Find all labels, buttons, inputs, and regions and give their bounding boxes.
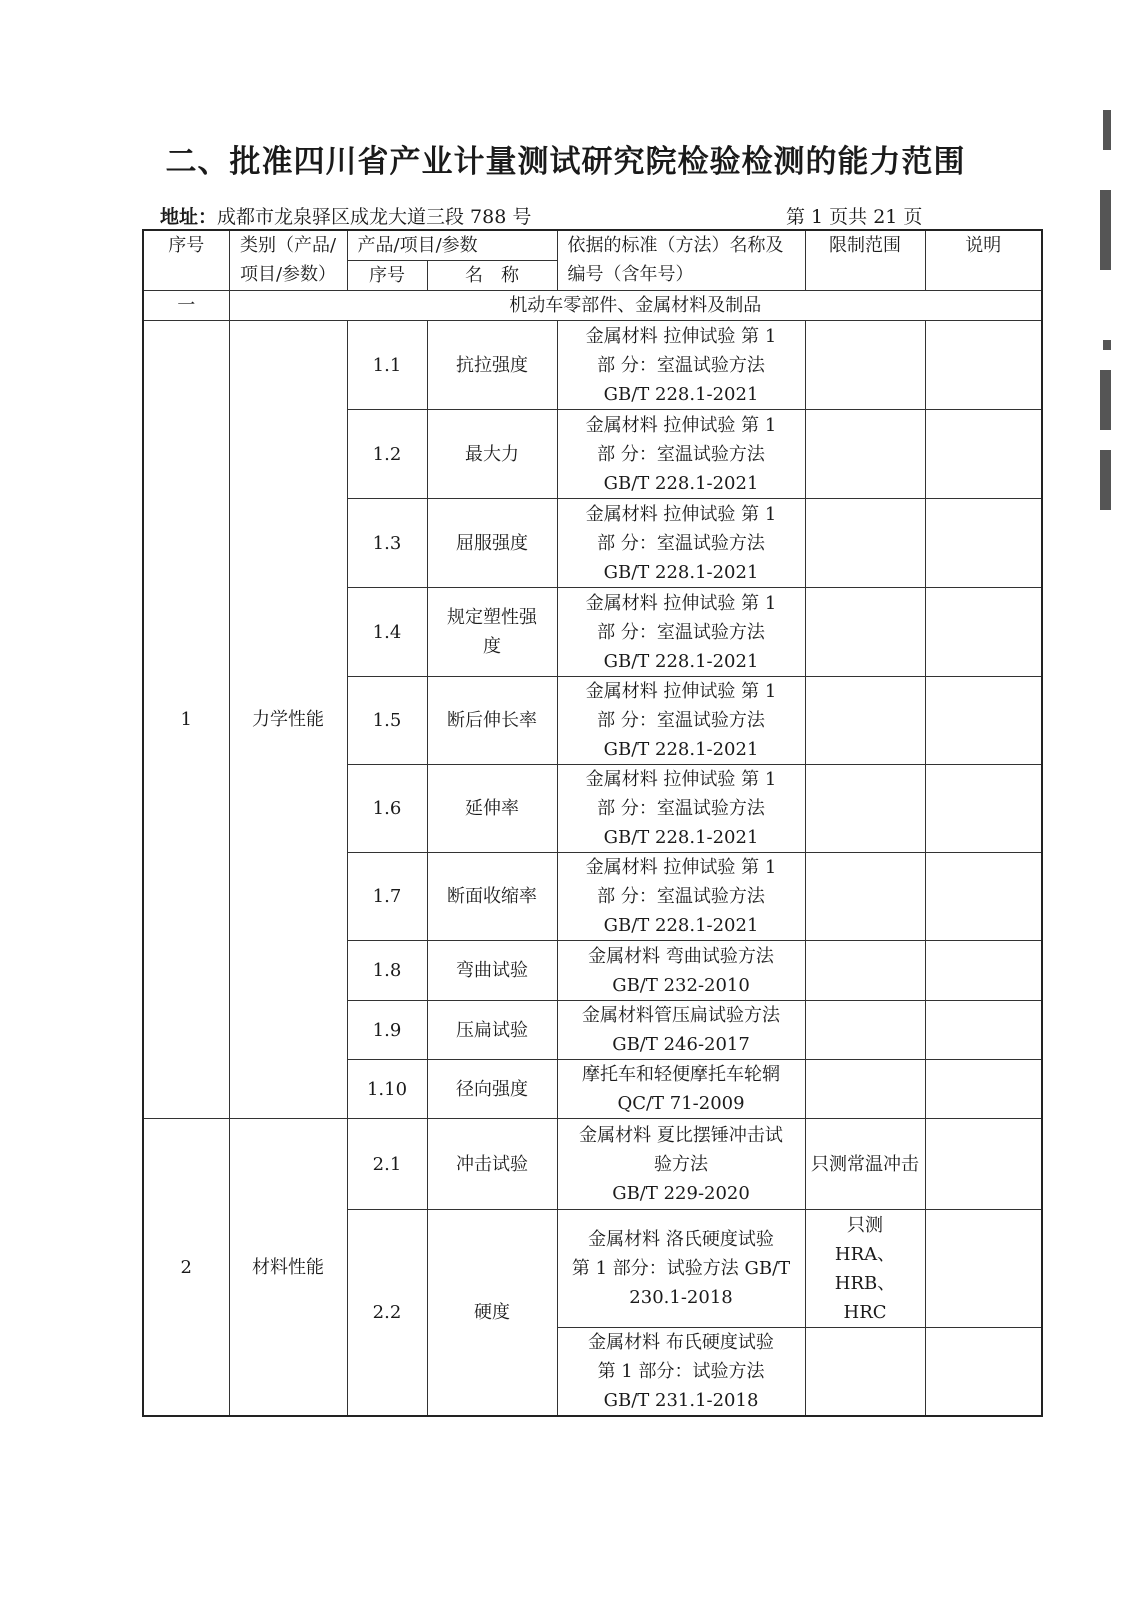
- item-standard: 金属材料 夏比摆锤冲击试 验方法 GB/T 229-2020: [557, 1119, 805, 1210]
- item-standard: 金属材料管压扁试验方法 GB/T 246-2017: [557, 1001, 805, 1060]
- item-name: 冲击试验: [427, 1119, 557, 1210]
- header-seq: 序号: [143, 230, 229, 291]
- group-category: 力学性能: [229, 321, 347, 1119]
- group-category: 材料性能: [229, 1119, 347, 1417]
- item-note: [925, 1001, 1042, 1060]
- item-seq: 1.2: [347, 410, 427, 499]
- group-seq: 1: [143, 321, 229, 1119]
- item-note: [925, 1119, 1042, 1210]
- item-note: [925, 677, 1042, 765]
- item-seq: 2.2: [347, 1210, 427, 1417]
- item-seq: 1.9: [347, 1001, 427, 1060]
- item-standard: 金属材料 布氏硬度试验 第 1 部分：试验方法 GB/T 231.1-2018: [557, 1328, 805, 1417]
- item-seq: 1.3: [347, 499, 427, 588]
- item-name: 屈服强度: [427, 499, 557, 588]
- item-limit: [805, 321, 925, 410]
- header-product-group: 产品/项目/参数: [347, 230, 557, 261]
- page-info: 第 1 页共 21 页: [786, 206, 923, 228]
- item-limit: [805, 1060, 925, 1119]
- item-limit: [805, 410, 925, 499]
- item-standard: 金属材料 拉伸试验 第 1 部 分：室温试验方法 GB/T 228.1-2021: [557, 321, 805, 410]
- item-standard: 金属材料 拉伸试验 第 1 部 分：室温试验方法 GB/T 228.1-2021: [557, 588, 805, 677]
- item-standard: 金属材料 拉伸试验 第 1 部 分：室温试验方法 GB/T 228.1-2021: [557, 677, 805, 765]
- item-note: [925, 499, 1042, 588]
- item-note: [925, 765, 1042, 853]
- item-name: 断面收缩率: [427, 853, 557, 941]
- capability-table: [142, 229, 1043, 1417]
- item-name: 径向强度: [427, 1060, 557, 1119]
- item-limit: [805, 1328, 925, 1417]
- item-seq: 1.7: [347, 853, 427, 941]
- address-label: 地址：: [160, 206, 218, 228]
- item-seq: 2.1: [347, 1119, 427, 1210]
- address: [160, 202, 531, 229]
- item-limit: [805, 588, 925, 677]
- section-seq: 一: [143, 291, 229, 321]
- item-name: 抗拉强度: [427, 321, 557, 410]
- item-note: [925, 321, 1042, 410]
- item-limit: 只测 HRA、HRB、HRC: [805, 1210, 925, 1328]
- header-standard: 依据的标准（方法）名称及编号（含年号）: [557, 230, 805, 291]
- header-note: 说明: [925, 230, 1042, 291]
- item-name: 弯曲试验: [427, 941, 557, 1001]
- item-limit: [805, 1001, 925, 1060]
- item-note: [925, 1210, 1042, 1328]
- page-title: 二、批准四川省产业计量测试研究院检验检测的能力范围: [165, 144, 966, 180]
- address-value: 成都市龙泉驿区成龙大道三段 788 号: [217, 206, 532, 228]
- item-standard: 金属材料 拉伸试验 第 1 部 分：室温试验方法 GB/T 228.1-2021: [557, 765, 805, 853]
- item-standard: 金属材料 拉伸试验 第 1 部 分：室温试验方法 GB/T 228.1-2021: [557, 853, 805, 941]
- scan-edge-mark: [1100, 370, 1111, 430]
- item-limit: [805, 941, 925, 1001]
- item-note: [925, 588, 1042, 677]
- header-category: 类别（产品/项目/参数）: [229, 230, 347, 291]
- item-limit: 只测常温冲击: [805, 1119, 925, 1210]
- table-row: [143, 1119, 1042, 1210]
- item-limit: [805, 765, 925, 853]
- item-standard: 金属材料 拉伸试验 第 1 部 分：室温试验方法 GB/T 228.1-2021: [557, 410, 805, 499]
- item-limit: [805, 499, 925, 588]
- header-name: 名 称: [427, 261, 557, 291]
- item-limit: [805, 677, 925, 765]
- item-seq: 1.10: [347, 1060, 427, 1119]
- item-seq: 1.8: [347, 941, 427, 1001]
- header-limit: 限制范围: [805, 230, 925, 291]
- item-name: 压扁试验: [427, 1001, 557, 1060]
- item-seq: 1.6: [347, 765, 427, 853]
- scan-edge-mark: [1103, 110, 1111, 150]
- item-note: [925, 853, 1042, 941]
- scan-edge-mark: [1100, 190, 1111, 270]
- item-name: 延伸率: [427, 765, 557, 853]
- item-note: [925, 1328, 1042, 1417]
- header-sub-seq: 序号: [347, 261, 427, 291]
- item-standard: 金属材料 弯曲试验方法 GB/T 232-2010: [557, 941, 805, 1001]
- item-standard: 金属材料 洛氏硬度试验 第 1 部分：试验方法 GB/T 230.1-2018: [557, 1210, 805, 1328]
- item-note: [925, 1060, 1042, 1119]
- item-seq: 1.5: [347, 677, 427, 765]
- item-name: 最大力: [427, 410, 557, 499]
- item-name: 硬度: [427, 1210, 557, 1417]
- item-seq: 1.4: [347, 588, 427, 677]
- item-limit: [805, 853, 925, 941]
- item-name: 断后伸长率: [427, 677, 557, 765]
- scan-edge-mark: [1100, 450, 1111, 510]
- item-note: [925, 941, 1042, 1001]
- table-row: [143, 321, 1042, 410]
- scan-edge-mark: [1103, 340, 1111, 350]
- item-seq: 1.1: [347, 321, 427, 410]
- group-seq: 2: [143, 1119, 229, 1417]
- section-title: 机动车零部件、金属材料及制品: [229, 291, 1042, 321]
- item-standard: 金属材料 拉伸试验 第 1 部 分：室温试验方法 GB/T 228.1-2021: [557, 499, 805, 588]
- item-name: 规定塑性强度: [427, 588, 557, 677]
- item-note: [925, 410, 1042, 499]
- item-standard: 摩托车和轻便摩托车轮辋 QC/T 71-2009: [557, 1060, 805, 1119]
